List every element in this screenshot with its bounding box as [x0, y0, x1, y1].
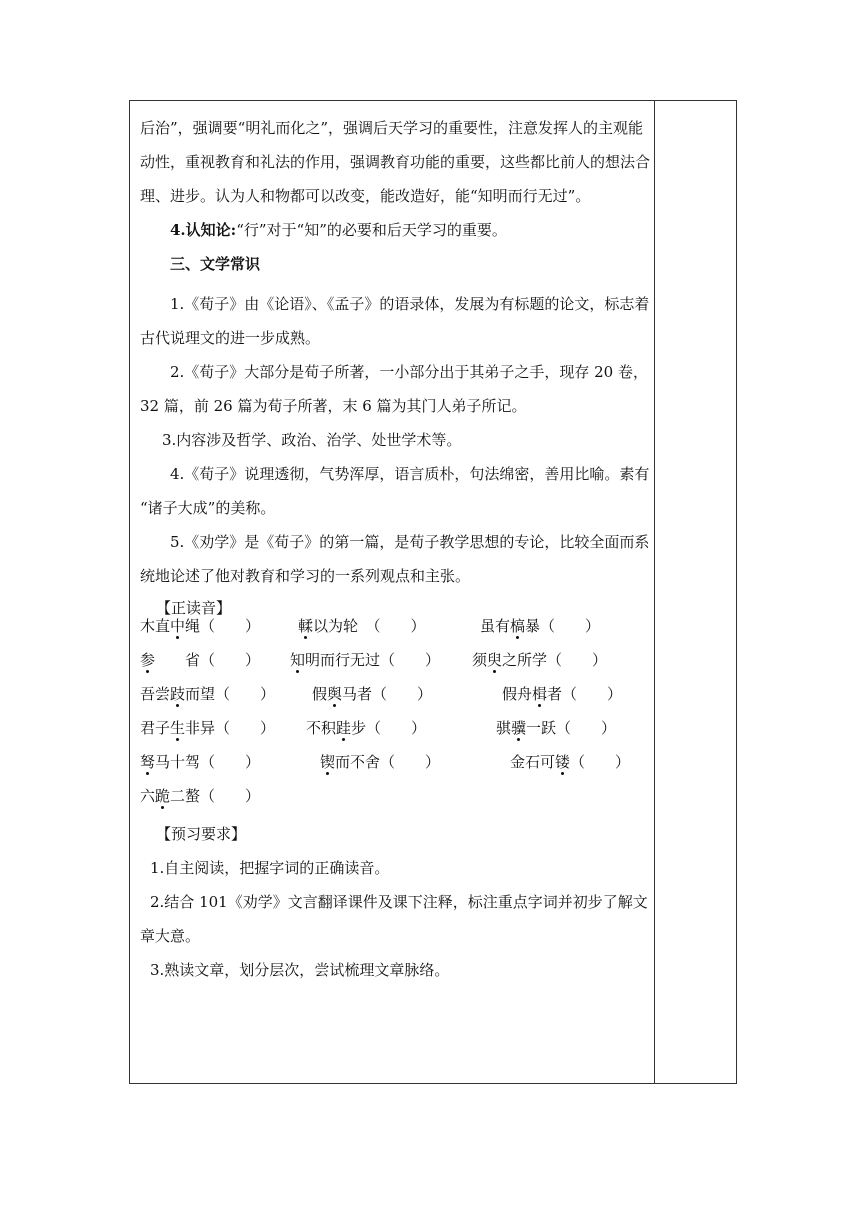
lit-item: 3.内容涉及哲学、政治、治学、处世学术等。 — [162, 431, 462, 449]
lit-item: 1.《荀子》由《论语》、《孟子》的语录体，发展为有标题的论文，标志着 — [170, 295, 650, 313]
pronunciation-row — [130, 643, 650, 677]
pronunciation-item: 虽有槁暴（ ） — [480, 609, 600, 643]
pronunciation-item: 吾尝跂而望（ ） — [140, 677, 275, 711]
cognition-paragraph — [170, 213, 678, 247]
content-cell — [130, 101, 654, 1083]
preview-item-cont: 章大意。 — [140, 927, 201, 945]
preview-item: 2.结合 101《劝学》文言翻译课件及课下注释，标注重点字词并初步了解文 — [150, 893, 648, 911]
section-heading: 三、文学常识 — [170, 255, 261, 273]
preview-heading: 【预习要求】 — [156, 825, 247, 843]
pronunciation-row — [130, 677, 650, 711]
pronunciation-item: 金石可镂（ ） — [510, 745, 630, 779]
pronunciation-item: 参 省（ ） — [140, 643, 260, 677]
lit-item-cont: “诸子大成”的美称。 — [140, 499, 276, 517]
document-table — [129, 100, 737, 1084]
pronunciation-item: 輮以为轮 （ ） — [298, 609, 426, 643]
lit-item-cont: 古代说理文的进一步成熟。 — [140, 329, 321, 347]
lit-item: 5.《劝学》是《荀子》的第一篇，是荀子教学思想的专论，比较全面而系 — [170, 533, 650, 551]
lit-item-cont: 32 篇，前 26 篇为荀子所著，末 6 篇为其门人弟子所记。 — [140, 397, 527, 415]
para-line: 后治”，强调要“明礼而化之”，强调后天学习的重要性，注意发挥人的主观能 — [140, 119, 644, 137]
cognition-label: 4.认知论: — [170, 221, 237, 239]
preview-item: 1.自主阅读，把握字词的正确读音。 — [150, 859, 390, 877]
pronunciation-item: 木直中绳（ ） — [140, 609, 260, 643]
cognition-text: “行”对于“知”的必要和后天学习的重要。 — [236, 221, 507, 239]
pronunciation-item: 假舟楫者（ ） — [502, 677, 622, 711]
pronunciation-item: 须臾之所学（ ） — [472, 643, 607, 677]
lit-item-cont: 统地论述了他对教育和学习的一系列观点和主张。 — [140, 567, 471, 585]
pronunciation-item: 锲而不舍（ ） — [320, 745, 440, 779]
pronunciation-row — [130, 711, 650, 745]
pronunciation-item: 骐骥一跃（ ） — [496, 711, 616, 745]
pronunciation-item: 驽马十驾（ ） — [140, 745, 260, 779]
pronunciation-row — [130, 779, 650, 813]
pronunciation-item: 六跪二螯（ ） — [140, 779, 260, 813]
preview-item: 3.熟读文章，划分层次，尝试梳理文章脉络。 — [150, 961, 450, 979]
lit-item: 4.《荀子》说理透彻，气势浑厚，语言质朴，句法绵密，善用比喻。素有 — [170, 465, 650, 483]
pronunciation-heading: 【正读音】 — [156, 599, 232, 617]
pronunciation-item: 假舆马者（ ） — [312, 677, 432, 711]
pronunciation-item: 君子生非异（ ） — [140, 711, 275, 745]
para-line: 动性，重视教育和礼法的作用，强调教育功能的重要，这些都比前人的想法合 — [140, 153, 651, 171]
pronunciation-row — [130, 609, 650, 643]
lit-item: 2.《荀子》大部分是荀子所著，一小部分出于其弟子之手，现存 20 卷， — [170, 363, 648, 381]
para-line: 理、进步。认为人和物都可以改变，能改造好，能“知明而行无过”。 — [140, 187, 591, 205]
pronunciation-row — [130, 745, 650, 779]
pronunciation-item: 知明而行无过（ ） — [290, 643, 440, 677]
pronunciation-item: 不积跬步（ ） — [306, 711, 426, 745]
